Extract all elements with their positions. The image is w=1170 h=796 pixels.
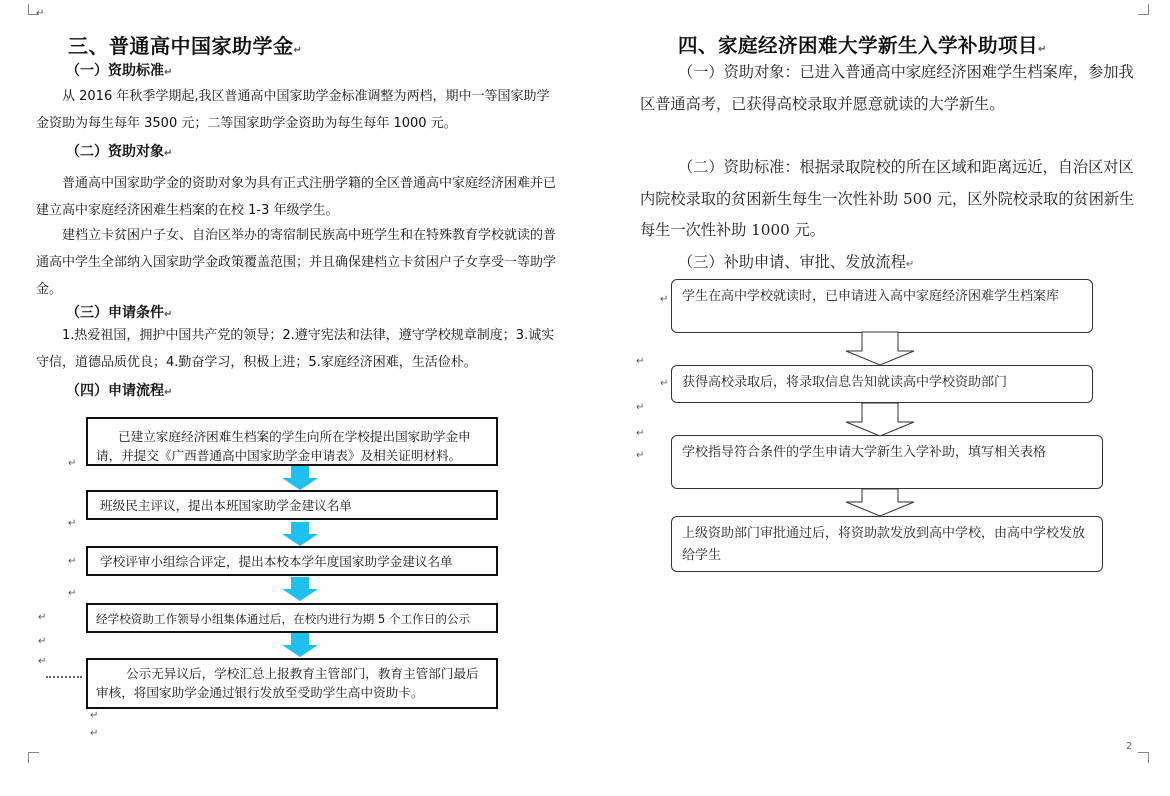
- left-heading-2: [66, 141, 172, 161]
- down-arrow-icon: [282, 522, 318, 546]
- paragraph-mark: ↵: [38, 612, 47, 623]
- left-flow-step-1: 已建立家庭经济困难生档案的学生向所在学校提出国家助学金申请，并提交《广西普通高中国家助学金申请表》及相关证明材料。: [86, 417, 498, 466]
- paragraph-mark: ↵: [164, 148, 173, 159]
- down-arrow-icon: [282, 633, 318, 657]
- left-flow-arrows: [270, 466, 330, 666]
- paragraph-mark: ↵: [636, 356, 645, 367]
- heading-text: （三）申请条件: [66, 305, 164, 321]
- left-flow-step-2: 班级民主评议，提出本班国家助学金建议名单: [86, 490, 498, 520]
- paragraph-mark: ↵: [905, 259, 915, 270]
- left-section-title: [68, 30, 302, 59]
- down-arrow-icon: [282, 466, 318, 490]
- right-flow-step-1: 学生在高中学校就读时，已申请进入高中家庭经济困难学生档案库: [671, 279, 1093, 333]
- left-heading-3: [66, 302, 172, 322]
- paragraph-mark: ↵: [1038, 44, 1047, 55]
- heading-text: （四）申请流程: [66, 383, 164, 399]
- right-flow-step-3: 学校指导符合条件的学生申请大学新生入学补助，填写相关表格: [671, 435, 1103, 489]
- paragraph-mark: ↵: [38, 636, 47, 647]
- paragraph-mark: ↵: [164, 67, 173, 78]
- paragraph-mark: ↵: [68, 518, 77, 529]
- outline-down-arrow-icon: [846, 403, 914, 436]
- outline-down-arrow-icon: [846, 332, 914, 365]
- left-flow-step-4: 经学校资助工作领导小组集体通过后，在校内进行为期 5 个工作日的公示: [86, 603, 498, 633]
- left-para-standard: 从 2016 年秋季学期起,我区普通高中国家助学金标准调整为两档，期中一等国家助学金资助为每生每年 3500 元；二等国家助学金资助为每生每年 1000 元。: [36, 89, 550, 131]
- heading-text: （二）资助对象: [66, 144, 164, 160]
- process-heading-text: （三）补助申请、审批、发放流程: [678, 253, 906, 271]
- right-para-standard: （二）资助标准：根据录取院校的所在区域和距离远近，自治区对区内院校录取的贫困新生每生一次性补助 500 元，区外院校录取的贫困新生每生一次性补助 1000 元。: [640, 158, 1135, 239]
- paragraph-mark: ↵: [636, 428, 645, 439]
- page-number: 2: [1126, 741, 1133, 752]
- right-flow-arrows: [840, 331, 920, 521]
- right-flow-step-4: 上级资助部门审批通过后，将资助款发放到高中学校，由高中学校发放给学生: [671, 516, 1103, 572]
- paragraph-mark: ↵: [36, 8, 45, 19]
- crop-mark-bottom-left: [28, 752, 39, 763]
- right-para-target: （一）资助对象：已进入普通高中家庭经济困难学生档案库，参加我区普通高考，已获得高校录取并愿意就读的大学新生。: [640, 63, 1134, 113]
- left-heading-4: [66, 380, 172, 400]
- paragraph-mark: ↵: [660, 378, 669, 389]
- paragraph-mark: ↵: [636, 402, 645, 413]
- paragraph-mark: ↵: [660, 294, 669, 305]
- paragraph-mark: ↵: [68, 458, 77, 469]
- paragraph-mark: ↵: [636, 450, 645, 461]
- right-section-title: [678, 30, 1047, 58]
- right-para-process-heading: [678, 247, 914, 281]
- paragraph-mark: ↵: [68, 588, 77, 599]
- crop-mark-bottom-right: [1138, 752, 1149, 763]
- left-para-target-1: 普通高中国家助学金的资助对象为具有正式注册学籍的全区普通高中家庭经济困难并已建立高中家庭经济困难生档案的在校 1-3 年级学生。: [36, 176, 557, 218]
- paragraph-mark: ↵: [293, 45, 303, 56]
- outline-down-arrow-icon: [846, 489, 914, 516]
- left-flow-step-5: 公示无异议后，学校汇总上报教育主管部门，教育主管部门最后审核，将国家助学金通过银行发放至受助学生高中资助卡。: [86, 658, 498, 709]
- left-section-title-text: 三、普通高中国家助学金: [68, 34, 294, 58]
- paragraph-mark: ↵: [164, 309, 173, 320]
- heading-text: （一）资助标准: [66, 63, 164, 79]
- left-para-target-2: 建档立卡贫困户子女、自治区举办的寄宿制民族高中班学生和在特殊教育学校就读的普通高中学生全部纳入国家助学金政策覆盖范围；并且确保建档立卡贫困户子女享受一等助学金。: [36, 228, 557, 297]
- paragraph-mark: ↵: [90, 728, 99, 739]
- paragraph-mark: ↵: [68, 556, 77, 567]
- paragraph-mark: ↵: [164, 387, 173, 398]
- paragraph-mark: ↵: [90, 710, 99, 721]
- dotted-leader: [46, 676, 82, 678]
- left-heading-1: [66, 60, 172, 80]
- crop-mark-top-right: [1138, 4, 1149, 15]
- down-arrow-icon: [282, 577, 318, 601]
- right-flow-step-2: 获得高校录取后，将录取信息告知就读高中学校资助部门: [671, 365, 1093, 403]
- paragraph-mark: ↵: [38, 656, 47, 667]
- left-para-conditions: 1.热爱祖国，拥护中国共产党的领导；2.遵守宪法和法律，遵守学校规章制度；3.诚实守信，道德品质优良；4.勤奋学习，积极上进；5.家庭经济困难，生活俭朴。: [36, 328, 555, 370]
- right-section-title-text: 四、家庭经济困难大学新生入学补助项目: [678, 34, 1039, 57]
- left-flow-step-3: 学校评审小组综合评定，提出本校本学年度国家助学金建议名单: [86, 546, 498, 576]
